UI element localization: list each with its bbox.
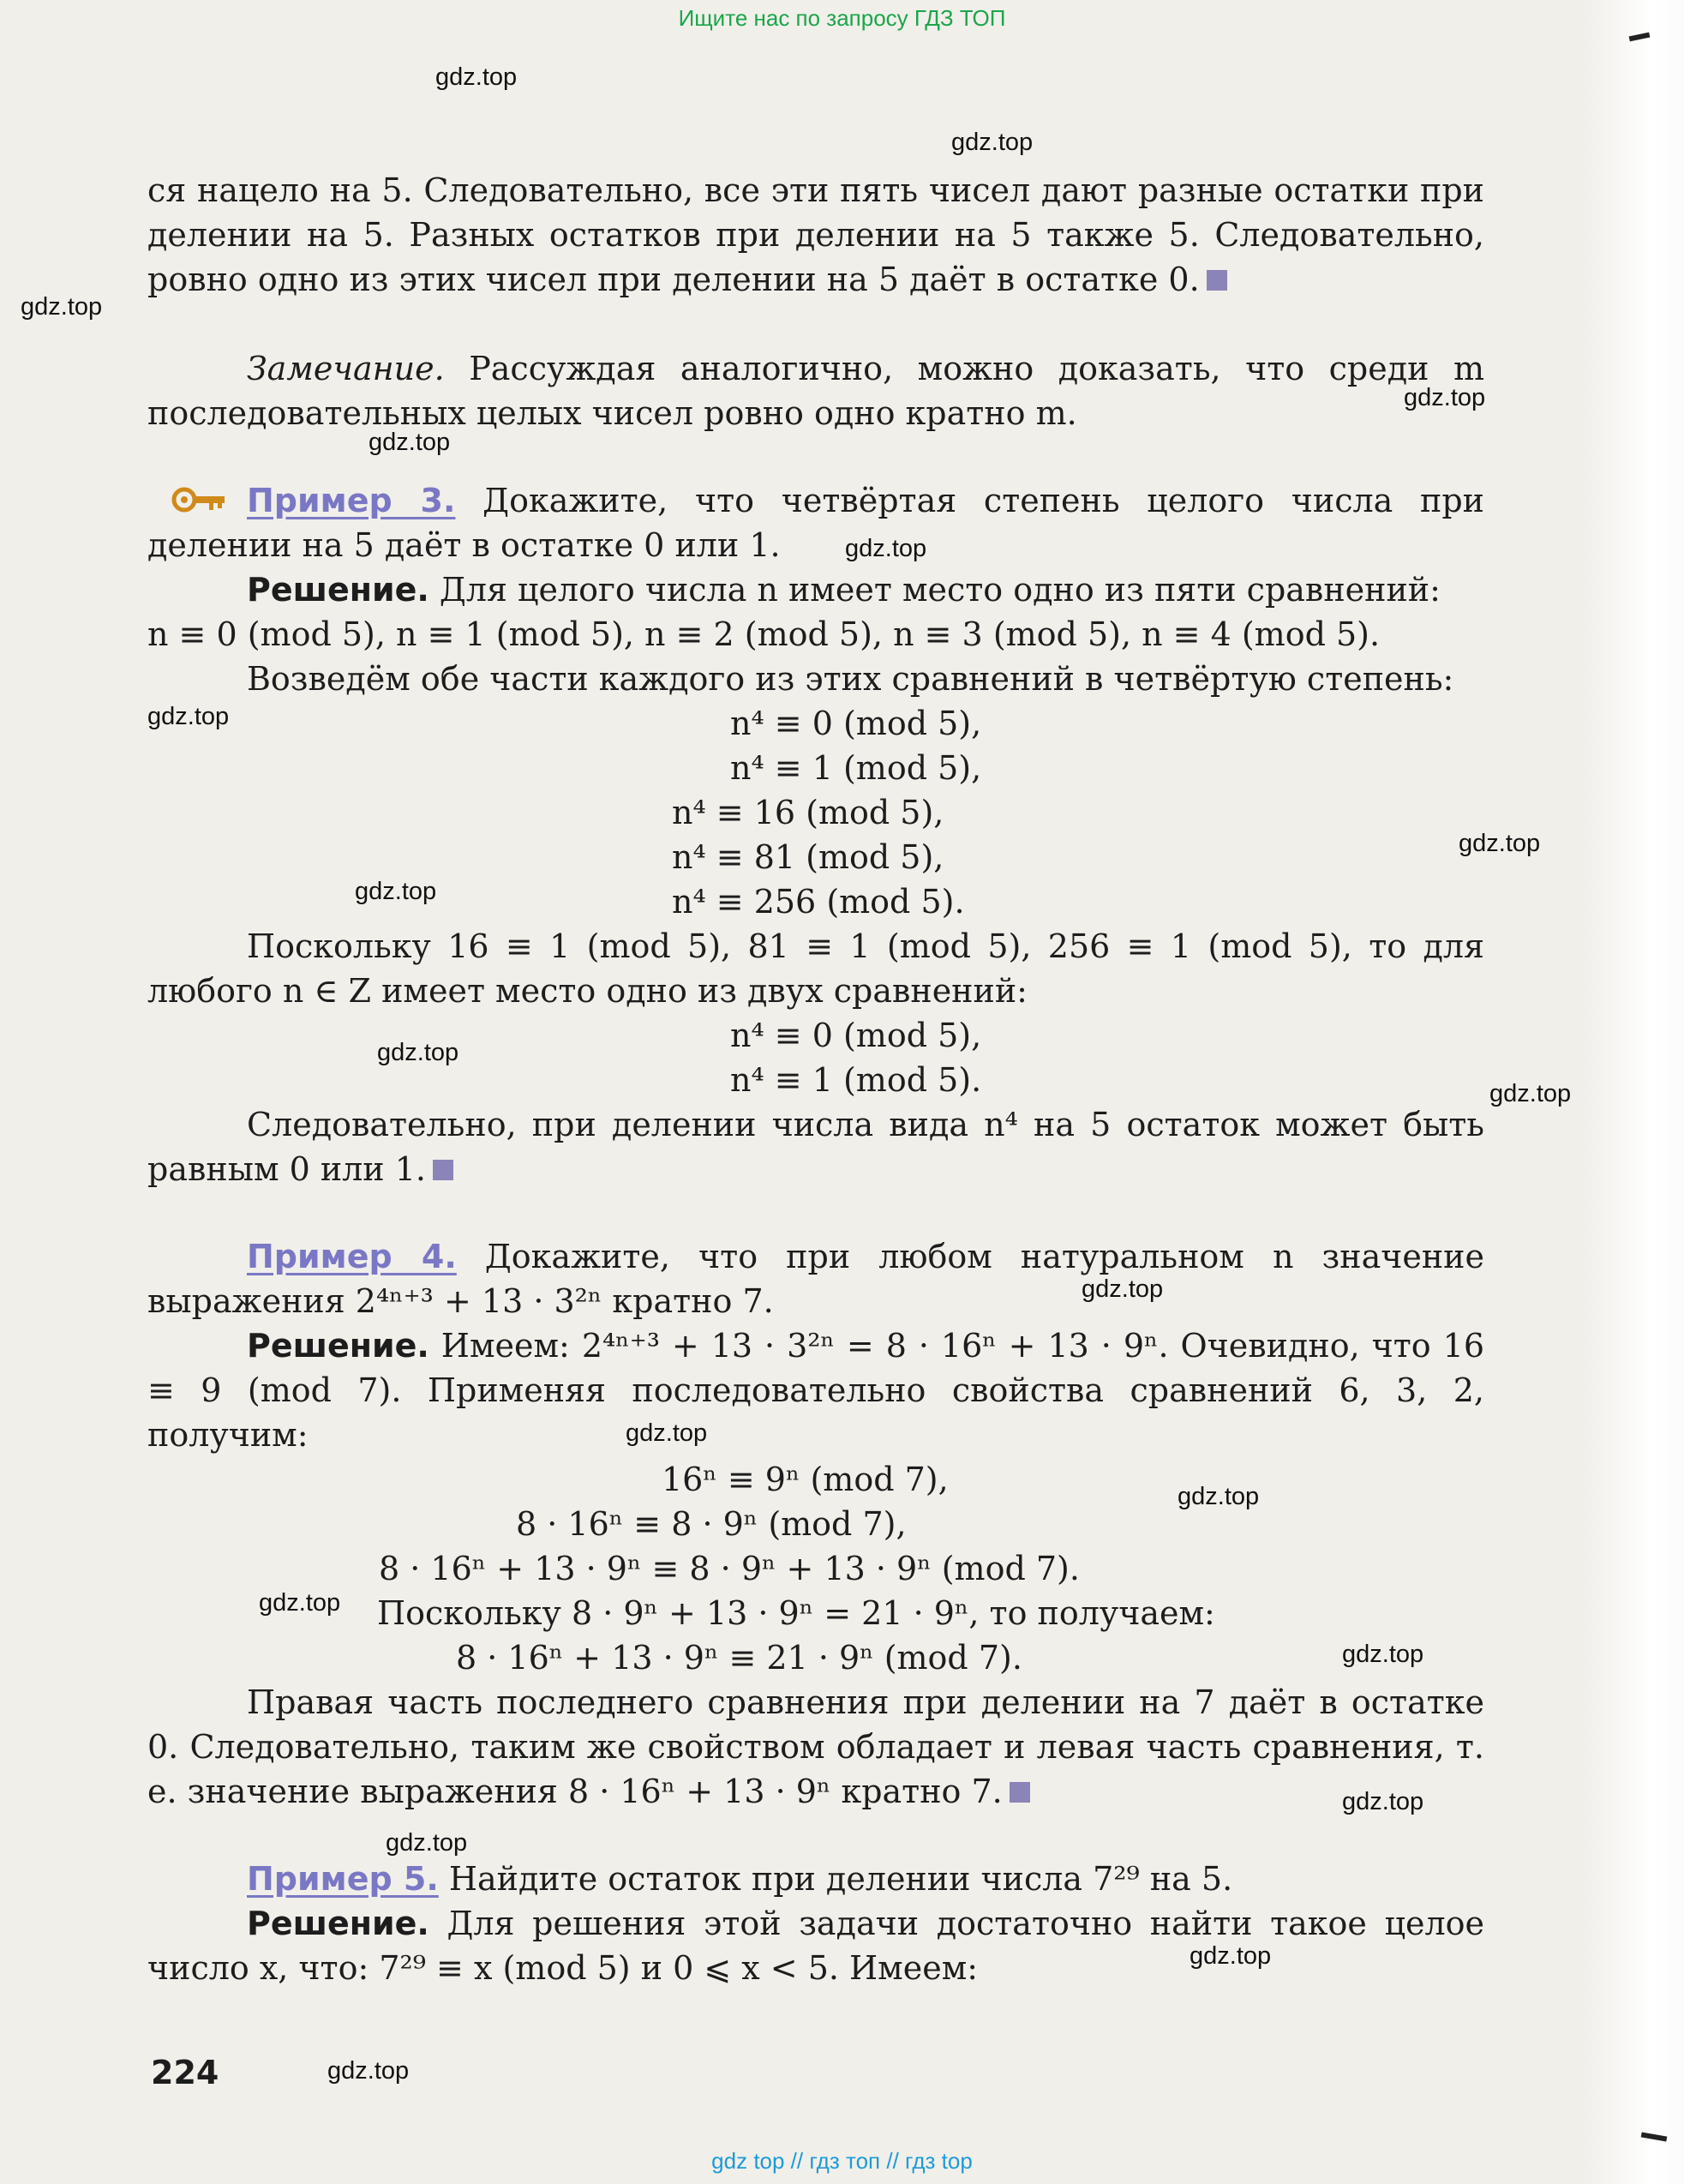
paragraph: Возведём обе части каждого из этих сравнений в четвёртую степень: [247, 660, 1454, 698]
watermark: gdz.top [355, 878, 437, 905]
solution-label: Решение. [247, 1327, 429, 1365]
formula: n⁴ ≡ 1 (mod 5). [730, 1061, 982, 1099]
paragraph: Следовательно, при делении числа вида n⁴ на 5 остаток может быть равным 0 или 1. [147, 1106, 1484, 1188]
end-of-proof-icon [433, 1160, 453, 1180]
spine-mark [1629, 33, 1651, 42]
watermark: gdz.top [1489, 1080, 1572, 1107]
end-of-proof-icon [1010, 1782, 1030, 1803]
formula: 8 · 16ⁿ ≡ 8 · 9ⁿ (mod 7), [516, 1505, 907, 1543]
watermark: gdz.top [1178, 1483, 1260, 1510]
paragraph: Поскольку 16 ≡ 1 (mod 5), 81 ≡ 1 (mod 5), 256 ≡ 1 (mod 5), то для любого n ∈ Z имеет место одно из двух сравнений: [147, 927, 1484, 1010]
example-heading: Пример 4. [247, 1238, 457, 1275]
top-banner[interactable]: Ищите нас по запросу ГДЗ ТОП [678, 5, 1006, 31]
watermark: gdz.top [626, 1419, 708, 1447]
watermark: gdz.top [21, 293, 103, 321]
watermark: gdz.top [845, 535, 927, 562]
watermark: gdz.top [1342, 1641, 1424, 1668]
page-number: 224 [151, 2054, 219, 2091]
formula: n⁴ ≡ 0 (mod 5), [730, 705, 982, 742]
paragraph: Правая часть последнего сравнения при делении на 7 даёт в остатке 0. Следовательно, таким же свойством обладает и левая часть сравнения, т. е. значение выражения 8 · 16ⁿ + 13 · 9ⁿ кратно 7. [147, 1683, 1484, 1810]
watermark: gdz.top [435, 63, 518, 91]
watermark: gdz.top [369, 429, 451, 456]
watermark: gdz.top [147, 703, 230, 730]
spine-mark [1641, 2132, 1668, 2141]
formula: n ≡ 0 (mod 5), n ≡ 1 (mod 5), n ≡ 2 (mod 5), n ≡ 3 (mod 5), n ≡ 4 (mod 5). [147, 615, 1381, 653]
paragraph: Поскольку 8 · 9ⁿ + 13 · 9ⁿ = 21 · 9ⁿ, то получаем: [377, 1594, 1215, 1632]
solution: Решение. Для целого числа n имеет место одно из пяти сравнений: [247, 571, 1441, 609]
solution-label: Решение. [247, 571, 429, 609]
example-3: Пример 3. Докажите, что четвёртая степень целого числа при делении на 5 даёт в остатке 0 или 1. [147, 482, 1484, 564]
remark: Замечание. Рассуждая аналогично, можно доказать, что среди m последовательных целых чисел ровно одно кратно m. [147, 350, 1484, 432]
formula: 8 · 16ⁿ + 13 · 9ⁿ ≡ 8 · 9ⁿ + 13 · 9ⁿ (mod 7). [379, 1550, 1080, 1587]
watermark: gdz.top [327, 2057, 410, 2085]
watermark: gdz.top [386, 1829, 468, 1857]
formula: 16ⁿ ≡ 9ⁿ (mod 7), [662, 1461, 949, 1498]
watermark: gdz.top [1082, 1275, 1164, 1303]
solution-label: Решение. [247, 1905, 429, 1942]
end-of-proof-icon [1207, 270, 1227, 291]
formula: n⁴ ≡ 0 (mod 5), [730, 1017, 982, 1054]
example-4: Пример 4. Докажите, что при любом натуральном n значение выражения 2⁴ⁿ⁺³ + 13 · 3²ⁿ кратно 7. [147, 1238, 1484, 1320]
solution: Решение. Имеем: 2⁴ⁿ⁺³ + 13 · 3²ⁿ = 8 · 16ⁿ + 13 · 9ⁿ. Очевидно, что 16 ≡ 9 (mod 7). Применяя последовательно свойства сравнений 6, 3, 2, получим: [147, 1327, 1484, 1454]
watermark: gdz.top [951, 129, 1034, 156]
watermark: gdz.top [1404, 384, 1486, 411]
solution: Решение. Для решения этой задачи достаточно найти такое целое число x, что: 7²⁹ ≡ x (mod 5) и 0 ⩽ x < 5. Имеем: [147, 1905, 1484, 1987]
example-heading: Пример 5. [247, 1860, 439, 1898]
watermark: gdz.top [1342, 1788, 1424, 1815]
bottom-banner[interactable]: gdz top // гдз топ // гдз top [711, 2148, 973, 2174]
paragraph: ся нацело на 5. Следовательно, все эти пять чисел дают разные остатки при делении на 5. Разных остатков при делении на 5 также 5. Следовательно, ровно одно из этих чисел при делении на 5 даёт в остатке 0. [147, 171, 1484, 298]
remark-label: Замечание. [247, 350, 445, 387]
watermark: gdz.top [377, 1039, 459, 1066]
watermark: gdz.top [1190, 1942, 1272, 1970]
formula: n⁴ ≡ 81 (mod 5), [672, 838, 944, 876]
formula: n⁴ ≡ 256 (mod 5). [672, 883, 965, 921]
page-body [147, 168, 1484, 1990]
watermark: gdz.top [1459, 830, 1541, 857]
watermark: gdz.top [259, 1589, 341, 1617]
formula: n⁴ ≡ 1 (mod 5), [730, 749, 982, 787]
example-5: Пример 5. Найдите остаток при делении числа 7²⁹ на 5. [247, 1860, 1233, 1898]
formula: 8 · 16ⁿ + 13 · 9ⁿ ≡ 21 · 9ⁿ (mod 7). [456, 1639, 1022, 1677]
formula: n⁴ ≡ 16 (mod 5), [672, 794, 944, 831]
example-heading: Пример 3. [247, 482, 456, 519]
book-spine-shadow [1581, 0, 1684, 2184]
